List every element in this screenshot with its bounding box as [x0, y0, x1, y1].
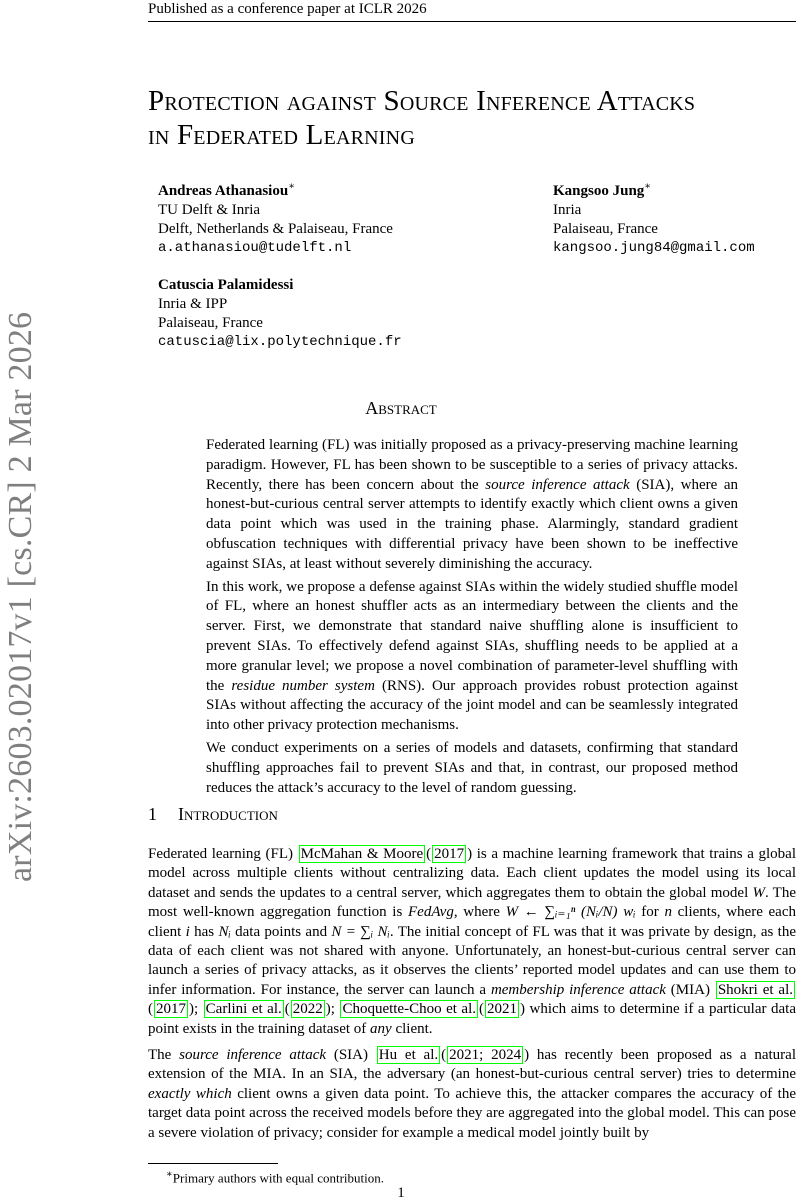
citation-carlini-year[interactable]: 2022 — [292, 1001, 323, 1018]
total-formula: N = ∑ᵢ Nᵢ — [331, 923, 390, 940]
intro-paragraph-1: Federated learning (FL) McMahan & Moore ( 2017 ) is a machine learning framework that trains a global model across multiple clients without centralizing data. Each client updates the model using its local dataset and sends the updates to a central server, which aggregates them to obtain the global model W. The most well-known aggregation function is FedAvg, where W ← ∑ᵢ₌₁ⁿ (Nᵢ/N) wᵢ for n clients, where each client i has Nᵢ data points and N = ∑ᵢ Nᵢ. The initial concept of FL was that it was private by design, as the data of each client was not shared with anyone. Unfortunately, an honest-but-curious central server can launch a series of privacy attacks, as it observes the clients’ reported model updates and can use them to infer information. For instance, the server can launch a membership inference attack (MIA) Shokri et al.( 2017 ); Carlini et al. ( 2022 ); Choquette-Choo et al. ( 2021 ) which aims to determine if a particular data point exists in the training dataset of any client. — [148, 846, 797, 1037]
author-affiliation: TU Delft & Inria — [158, 202, 261, 218]
author-email[interactable]: kangsoo.jung84@gmail.com — [553, 240, 755, 256]
title-line-1: Protection against Source Inference Attacks — [148, 85, 696, 117]
author-affiliation: Inria & IPP — [158, 296, 228, 312]
author-email[interactable]: a.athanasiou@tudelft.nl — [158, 240, 352, 256]
abstract-body — [206, 436, 738, 801]
citation-choquette[interactable]: Choquette-Choo et al. — [342, 1001, 477, 1018]
abstract-heading: Abstract — [365, 398, 437, 418]
citation-shokri-year[interactable]: 2017 — [156, 1001, 186, 1018]
section-title: Introduction — [178, 804, 278, 824]
footnote-text: Primary authors with equal contribution. — [172, 1170, 385, 1186]
header-rule — [148, 21, 796, 22]
abstract-paragraph-2: In this work, we propose a defense against SIAs within the widely studied shuffle model of FL, where an honest shuffler acts as an intermediary between the clients and the server. First, we demonstrate that standard naive shuffling alone is insufficient to prevent SIAs. To effectively defend against SIAs, shuffling needs to be applied at a more granular level; we propose a novel combination of parameter-level shuffling with the residue number system (RNS). Our approach provides robust protection against SIAs without affecting the accuracy of the joint model and can be seamlessly integrated into other privacy protection mechanisms. — [206, 578, 739, 734]
author-affiliation: Inria — [553, 202, 582, 218]
running-header: Published as a conference paper at ICLR 2026 — [148, 1, 427, 17]
author-location: Delft, Netherlands & Palaiseau, France — [158, 221, 393, 237]
abstract-paragraph-1: Federated learning (FL) was initially proposed as a privacy-preserving machine learning paradigm. However, FL has been shown to be susceptible to a series of privacy attacks. Recently, there has been concern about the source inference attack (SIA), where an honest-but-curious central server attempts to identify exactly which client owns a given data point which was used in the training phase. Alarmingly, standard gradient obfuscation techniques with differential privacy have been shown to be ineffective against SIAs, at least without severely diminishing the accuracy. — [206, 437, 738, 572]
citation-mcmahan-year[interactable]: 2017 — [434, 846, 465, 862]
section-heading-introduction — [148, 804, 278, 825]
footnote — [166, 1167, 384, 1186]
author-name: Kangsoo Jung — [553, 183, 645, 199]
title-line-2: in Federated Learning — [148, 119, 415, 151]
citation-hu[interactable]: Hu et al. — [378, 1047, 439, 1064]
arxiv-stamp: arXiv:2603.02017v1 [cs.CR] 2 Mar 2026 — [2, 311, 39, 882]
citation-carlini[interactable]: Carlini et al. — [205, 1001, 282, 1018]
citation-shokri[interactable]: Shokri et al. — [717, 981, 794, 998]
author-mark: ∗ — [288, 181, 295, 192]
page-number: 1 — [397, 1185, 405, 1201]
paper-title — [148, 84, 802, 152]
author-block-2 — [553, 177, 755, 258]
citation-mcmahan[interactable]: McMahan & Moore — [300, 846, 424, 862]
author-name: Catuscia Palamidessi — [158, 277, 294, 293]
author-email[interactable]: catuscia@lix.polytechnique.fr — [158, 334, 402, 350]
author-location: Palaiseau, France — [158, 315, 263, 331]
introduction-body — [148, 845, 796, 1150]
intro-paragraph-2: The source inference attack (SIA) Hu et al. ( 2021; 2024 ) has recently been proposed as a natural extension of the MIA. In an SIA, the adversary (an honest-but-curious central server) tries to determine exactly which client owns a given data point. To achieve this, the attacker compares the accuracy of the target data point across the received models before they are aggregated into the global model. This can pose a severe violation of privacy; consider for example a medical model jointly built by — [148, 1047, 797, 1141]
fedavg-formula: W ← ∑ᵢ₌₁ⁿ (Nᵢ/N) wᵢ — [505, 904, 636, 921]
author-location: Palaiseau, France — [553, 221, 658, 237]
footnote-rule — [148, 1163, 278, 1164]
citation-hu-years[interactable]: 2021; 2024 — [449, 1047, 522, 1064]
section-number: 1 — [148, 804, 157, 824]
author-block-3 — [158, 276, 402, 352]
abstract-paragraph-3: We conduct experiments on a series of models and datasets, confirming that standard shuffling approaches fail to prevent SIAs and that, in contrast, our proposed method reduces the attack’s accuracy to the level of random guessing. — [206, 739, 738, 796]
author-block-1 — [158, 177, 393, 258]
footnote-mark: ∗ — [166, 1169, 173, 1180]
author-mark: ∗ — [644, 181, 652, 192]
citation-choquette-year[interactable]: 2021 — [487, 1001, 518, 1018]
author-name: Andreas Athanasiou — [158, 183, 289, 199]
